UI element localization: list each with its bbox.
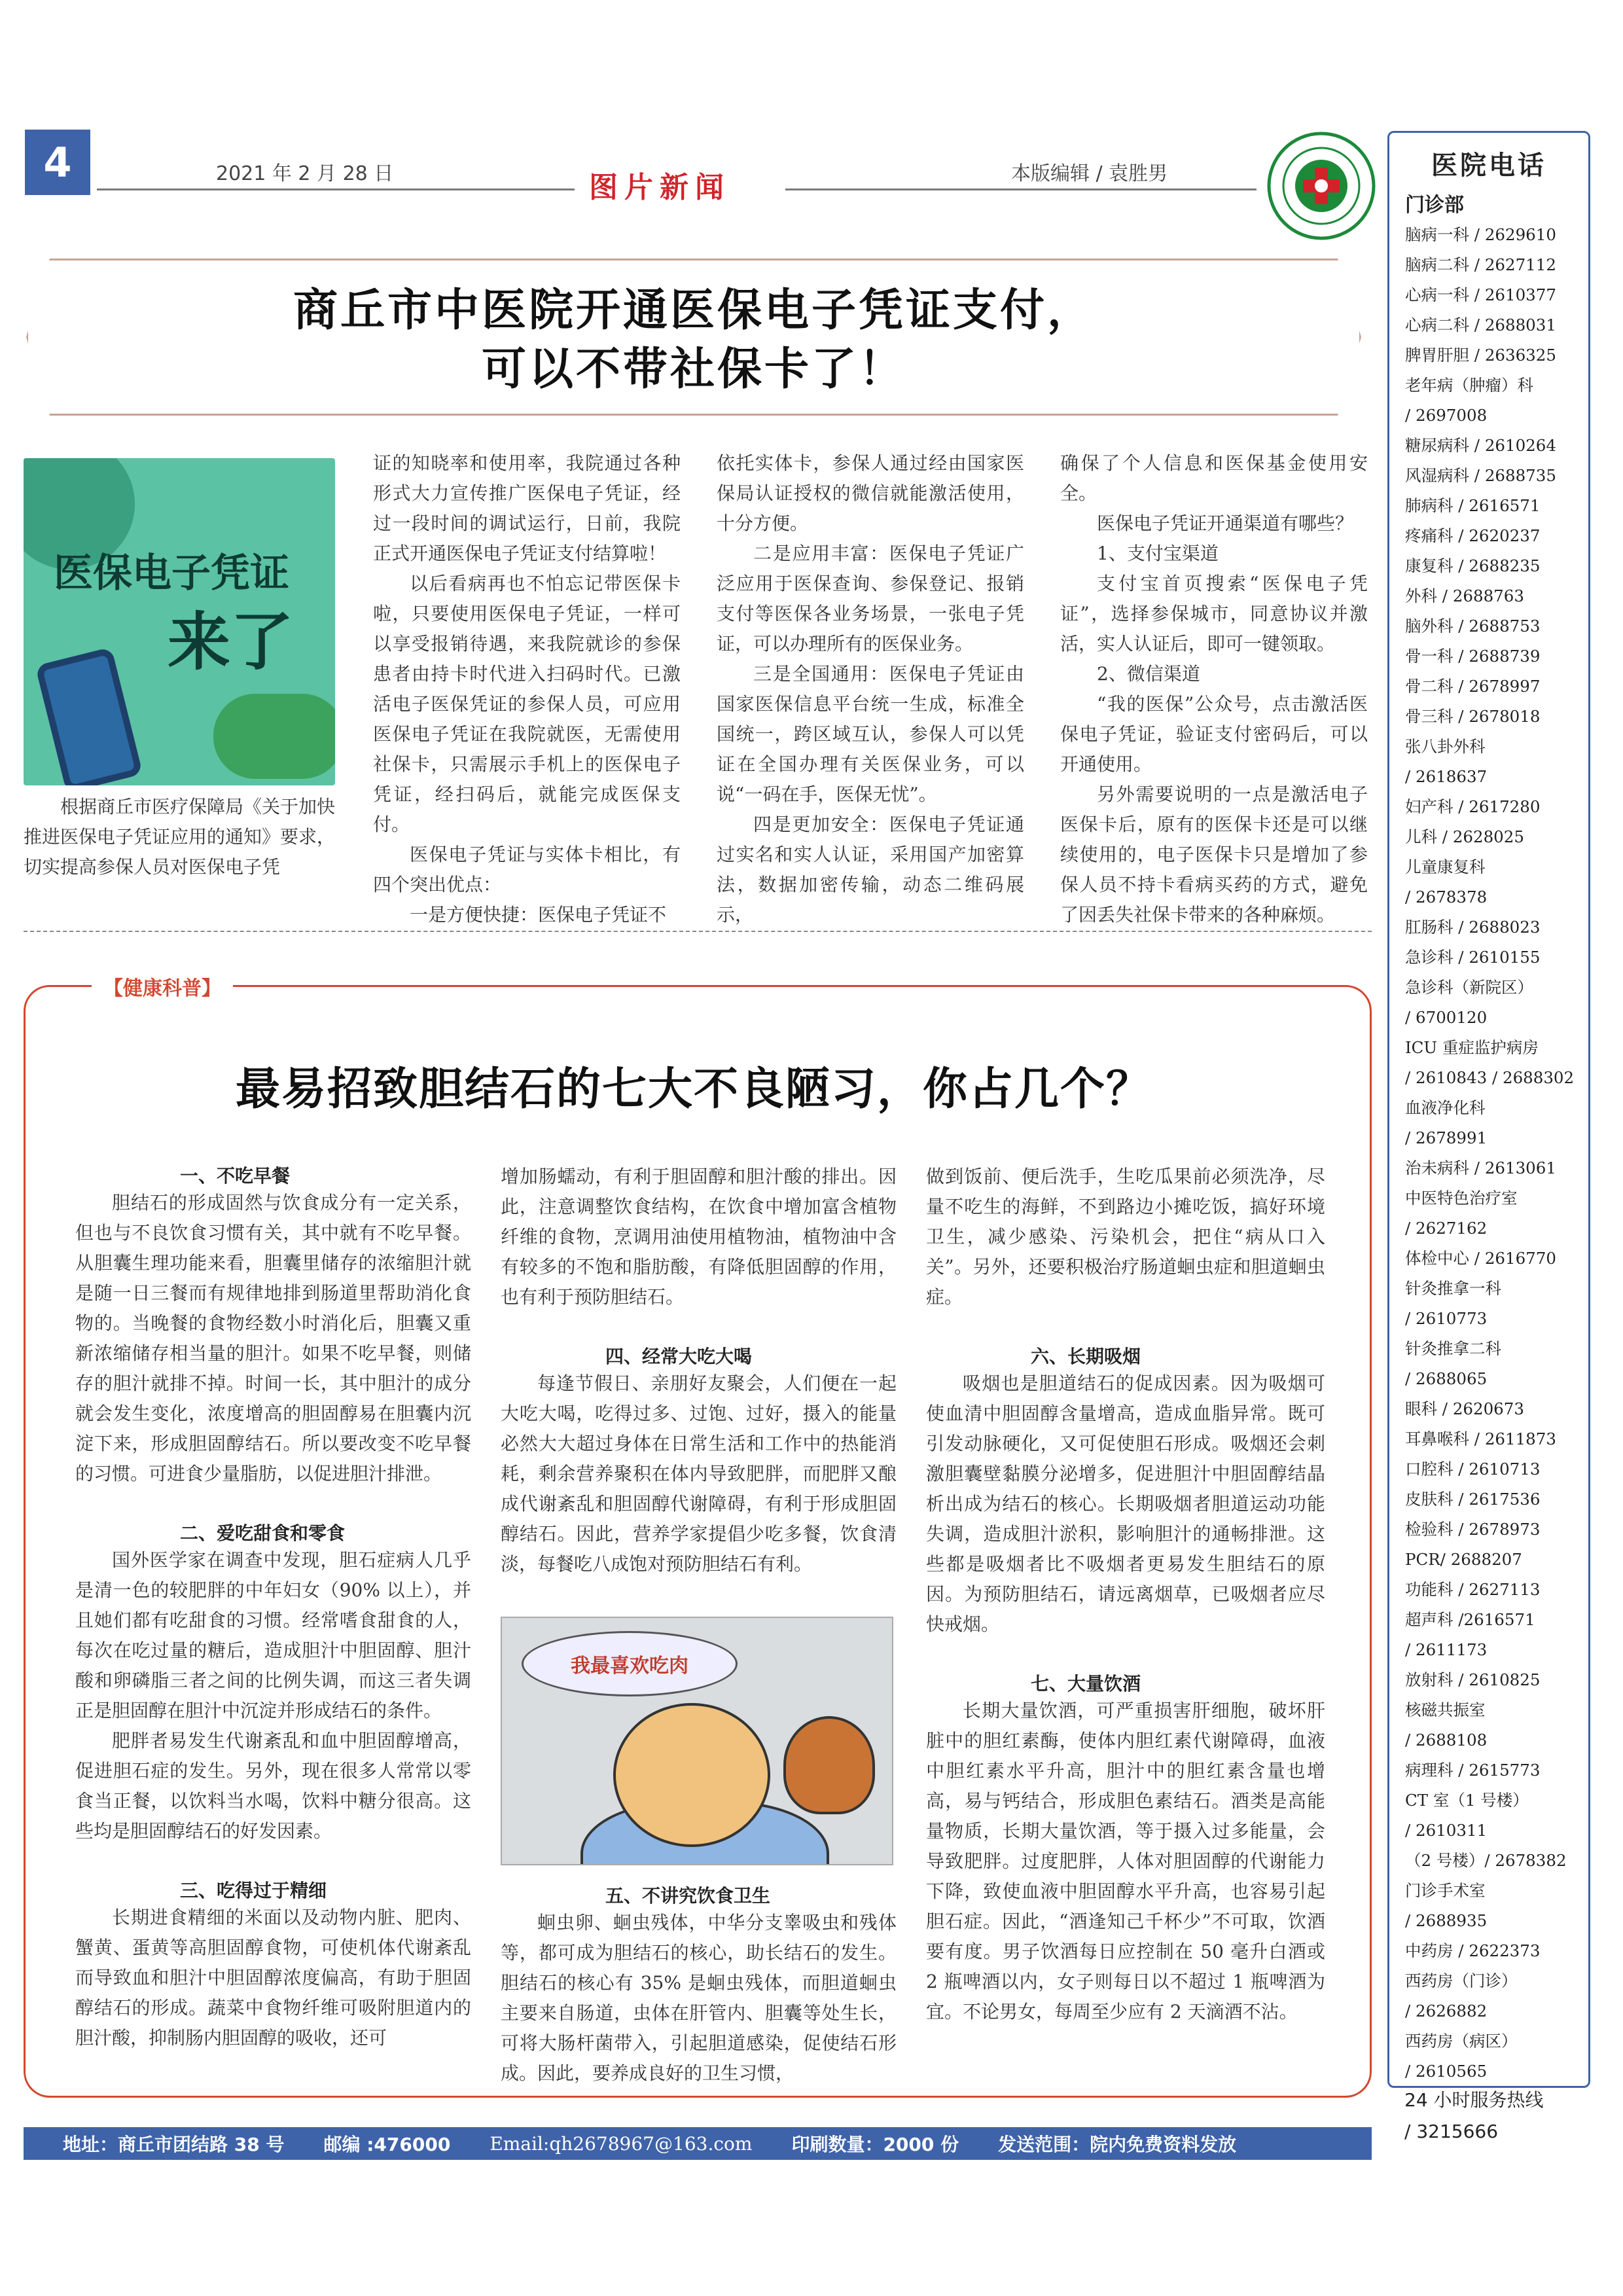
health-tag: 【健康科普】 (92, 972, 233, 1001)
article1-column-4 (1060, 448, 1368, 930)
paragraph: 做到饭前、便后洗手，生吃瓜果前必须洗净，尽量不吃生的海鲜，不到路边小摊吃饭，搞好环境卫生，减少感染、污染机会，把住“病从口入关”。另外，还要积极治疗肠道蛔虫症和胆道蛔虫症。 (926, 1166, 1325, 1308)
phone-entry: / 2627162 (1405, 1219, 1488, 1238)
paragraph: 支付宝首页搜索“医保电子凭证”，选择参保城市，同意协议并激活，实人认证后，即可一键领取。 (1060, 573, 1368, 655)
article1-column-3 (717, 448, 1024, 930)
footer-print-count: 印刷数量：2000 份 (791, 2134, 959, 2155)
section-heading: 三、吃得过于精细 (180, 1880, 327, 1901)
paragraph: 另外需要说明的一点是激活电子医保卡后，原有的医保卡还是可以继续使用的，电子医保卡只是增加了参保人员不持卡看病买药的方式，避免了因丢失社保卡带来的各种麻烦。 (1060, 783, 1368, 925)
header-rule-right (785, 188, 1257, 190)
page-number: 4 (25, 130, 90, 195)
phone-entry: CT 室（1 号楼） (1405, 1791, 1529, 1810)
phone-entry: / 2626882 (1405, 2001, 1488, 2020)
phone-entry: / 2610311 (1405, 1821, 1488, 1840)
phone-entry: / 2678378 (1405, 888, 1488, 906)
section-heading: 七、大量饮酒 (1031, 1673, 1141, 1695)
phone-entry: PCR/ 2688207 (1405, 1550, 1522, 1569)
phone-entry: 针灸推拿二科 (1405, 1339, 1501, 1358)
phone-entry: 核磁共振室 (1405, 1700, 1486, 1719)
phone-entry: 急诊科（新院区） (1405, 978, 1533, 997)
section-heading: 四、经常大吃大喝 (605, 1346, 753, 1367)
phone-entry: / 2618637 (1405, 767, 1488, 786)
phone-entry: 门诊手术室 (1405, 1881, 1486, 1900)
paragraph: 肥胖者易发生代谢紊乱和血中胆固醇增高，促进胆石症的发生。另外，现在很多人常常以零食当正餐，以饮料当水喝，饮料中糖分很高。这些均是胆固醇结石的好发因素。 (75, 1730, 471, 1842)
article2-column-2 (501, 1162, 897, 1579)
article2-column-1 (75, 1162, 471, 2053)
phone-entry: 脑病二科 / 2627112 (1405, 255, 1556, 274)
cartoon-illustration (501, 1617, 893, 1865)
paragraph: 四是更加安全：医保电子凭证通过实名和实人认证，采用国产加密算法，数据加密传输，动态二维码展示， (717, 814, 1024, 925)
health-title: 最易招致胆结石的七大不良陋习，你占几个？ (235, 1063, 1152, 1115)
phone-entry: 疼痛科 / 2620237 (1405, 526, 1541, 545)
section-title: 图片新闻 (589, 171, 730, 204)
phone-icon (35, 647, 143, 785)
phone-entry: 病理科 / 2615773 (1405, 1761, 1541, 1780)
article1-column-1 (24, 792, 335, 882)
section-heading: 六、长期吸烟 (1031, 1346, 1141, 1367)
phone-entry: 功能科 / 2627113 (1405, 1580, 1541, 1599)
phone-entry: / 2697008 (1405, 406, 1488, 425)
footer-bar (24, 2127, 1372, 2160)
phone-entry: 治未病科 / 2613061 (1405, 1158, 1556, 1177)
hotline-number: / 3215666 (1404, 2121, 1499, 2142)
paragraph: 以后看病再也不怕忘记带医保卡啦，只要使用医保电子凭证，一样可以享受报销待遇，来我院就诊的参保患者由持卡时代进入扫码时代。已激活电子医保凭证的参保人员，可应用医保电子凭证在我院就医，无需使用社保卡，只需展示手机上的医保电子凭证，经扫码后，就能完成医保支付。 (373, 573, 681, 835)
phone-entry: 血液净化科 (1405, 1098, 1486, 1117)
phone-entry: 肛肠科 / 2688023 (1405, 918, 1541, 937)
phone-entry: / 2688108 (1405, 1731, 1488, 1749)
paragraph: 长期大量饮酒，可严重损害肝细胞，破坏肝脏中的胆红素酶，使体内胆红素代谢障碍，血液中胆红素水平升高，胆汁中的胆红素含量也增高，易与钙结合，形成胆色素结石。酒类是高能量物质，长期大量饮酒，等于摄入过多能量，会导致肥胖。过度肥胖，人体对胆固醇的代谢能力下降，致使血液中胆固醇水平升高，也容易引起胆石症。因此，“酒逢知己千杯少”不可取，饮酒要有度。男子饮酒每日应控制在 50 毫升白酒或 2 瓶啤酒以内，女子则每日以不超过 1 瓶啤酒为宜。不论男女，每周至少应有 2 天滴酒不沾。 (926, 1700, 1325, 2022)
pill-icon (213, 694, 335, 779)
phone-entry: / 2678991 (1405, 1128, 1488, 1147)
phone-entry: 风湿病科 / 2688735 (1405, 466, 1556, 485)
hotline (1404, 2085, 1544, 2147)
paragraph: “我的医保”公众号，点击激活医保电子凭证，验证支付密码后，可以开通使用。 (1060, 693, 1368, 775)
headline-line-1: 商丘市中医院开通医保电子凭证支付， (293, 284, 1094, 336)
footer-postcode: 邮编 :476000 (323, 2134, 451, 2155)
paragraph: 医保电子凭证开通渠道有哪些？ (1097, 512, 1354, 534)
paragraph: 国外医学家在调查中发现，胆石症病人几乎是清一色的较肥胖的中年妇女（90% 以上），并且她们都有吃甜食的习惯。经常嗜食甜食的人，每次在吃过量的糖后，造成胆汁中胆固醇、胆汁酸和卵磷脂三者之间的比例失调，而这三者失调正是胆固醇在胆汁中沉淀并形成结石的条件。 (75, 1549, 471, 1721)
phone-entry: 儿科 / 2628025 (1405, 827, 1524, 846)
phone-entry: / 6700120 (1405, 1008, 1488, 1027)
phone-entry: 放射科 / 2610825 (1405, 1670, 1541, 1689)
phone-entry: 外科 / 2688763 (1405, 586, 1524, 605)
paragraph: 长期进食精细的米面以及动物内脏、肥肉、蟹黄、蛋黄等高胆固醇食物，可使机体代谢紊乱而导致血和胆汁中胆固醇浓度偏高，有助于胆固醇结石的形成。蔬菜中食物纤维可吸附胆道内的胆汁酸，抑制肠内胆固醇的吸收，还可 (75, 1907, 471, 2049)
paragraph: 依托实体卡，参保人通过经由国家医保局认证授权的微信就能激活使用，十分方便。 (717, 452, 1024, 534)
paragraph: 蛔虫卵、蛔虫残体，中华分支睾吸虫和残体等，都可成为胆结石的核心，助长结石的发生。胆结石的核心有 35% 是蛔虫残体，而胆道蛔虫主要来自肠道，虫体在肝管内、胆囊等处生长，可将大肠杆菌带入，引起胆道感染，促使结石形成。因此，要养成良好的卫生习惯， (501, 1912, 897, 2084)
article2-column-2-lower (501, 1882, 897, 2089)
phone-entry: 耳鼻喉科 / 2611873 (1405, 1429, 1556, 1448)
phone-entry: 糖尿病科 / 2610264 (1405, 436, 1556, 455)
section-heading: 五、不讲究饮食卫生 (605, 1885, 771, 1907)
issue-date: 2021 年 2 月 28 日 (216, 162, 394, 185)
sidebar-title: 医院电话 (1431, 151, 1546, 181)
article2-column-3 (926, 1162, 1325, 2027)
phone-entry: 心病二科 / 2688031 (1405, 315, 1556, 334)
phone-entry: （2 号楼）/ 2678382 (1405, 1851, 1567, 1870)
phone-entry: 体检中心 / 2616770 (1405, 1249, 1556, 1268)
phone-entry: 骨三科 / 2678018 (1405, 707, 1541, 726)
ehealth-card-illustration (24, 458, 335, 785)
paragraph: 三是全国通用：医保电子凭证由国家医保信息平台统一生成，标准全国统一，跨区域互认，参保人可以凭证在全国办理有关医保业务，可以说“一码在手，医保无忧”。 (717, 663, 1024, 805)
paragraph: 1、支付宝渠道 (1097, 543, 1219, 564)
phone-entry: 骨一科 / 2688739 (1405, 647, 1541, 666)
paragraph: 2、微信渠道 (1097, 663, 1200, 685)
phone-entry: 脑病一科 / 2629610 (1405, 225, 1556, 244)
phone-entry: 西药房（门诊） (1405, 1971, 1518, 1990)
phone-entry: 中药房 / 2622373 (1405, 1941, 1541, 1960)
phone-entry: 妇产科 / 2617280 (1405, 797, 1541, 816)
footer-address: 地址：商丘市团结路 38 号 (63, 2134, 285, 2155)
editor-credit: 本版编辑 / 袁胜男 (1011, 162, 1168, 185)
footer-distribution: 发送范围：院内免费资料发放 (998, 2134, 1237, 2155)
section-heading: 二、爱吃甜食和零食 (180, 1522, 346, 1544)
phone-entry: / 2610843 / 2688302 (1405, 1068, 1575, 1087)
phone-entry: 脾胃肝胆 / 2636325 (1405, 346, 1556, 365)
phone-entry: / 2688935 (1405, 1911, 1488, 1930)
phone-entry: 急诊科 / 2610155 (1405, 948, 1541, 967)
article1-column-2 (373, 448, 681, 930)
paragraph: 增加肠蠕动，有利于胆固醇和胆汁酸的排出。因此，注意调整饮食结构，在饮食中增加富含植物纤维的食物，烹调用油使用植物油，植物油中含有较多的不饱和脂肪酸，有降低胆固醇的作用，也有利于预防胆结石。 (501, 1166, 897, 1308)
hotline-label: 24 小时服务热线 (1404, 2089, 1544, 2111)
section-divider (24, 931, 1372, 932)
paragraph: 吸烟也是胆道结石的促成因素。因为吸烟可使血清中胆固醇含量增高，造成血脂异常。既可引发动脉硬化，又可促使胆石形成。吸烟还会刺激胆囊壁黏膜分泌增多，促进胆汁中胆固醇结晶析出成为结石的核心。长期吸烟者胆道运动功能失调，造成胆汁淤积，影响胆汁的通畅排泄。这些都是吸烟者比不吸烟者更易发生胆结石的原因。为预防胆结石，请远离烟草，已吸烟者应尽快戒烟。 (926, 1372, 1325, 1635)
header-rule-left (97, 188, 575, 190)
phone-entry: 检验科 / 2678973 (1405, 1520, 1541, 1539)
phone-entry: 超声科 /2616571 (1405, 1610, 1535, 1629)
phone-entry: 儿童康复科 (1405, 857, 1486, 876)
paragraph: 确保了个人信息和医保基金使用安全。 (1060, 452, 1368, 504)
phone-entry: 脑外科 / 2688753 (1405, 617, 1541, 636)
phone-entry: 西药房（病区） (1405, 2032, 1518, 2051)
illustration-title: 医保电子凭证 (54, 550, 289, 596)
phone-entry: / 2611173 (1405, 1640, 1488, 1659)
phone-entry: 皮肤科 / 2617536 (1405, 1490, 1541, 1509)
cartoon-face (613, 1703, 770, 1847)
drumstick-icon (783, 1716, 875, 1814)
paragraph: 证的知晓率和使用率，我院通过各种形式大力宣传推广医保电子凭证，经过一段时间的调试运行，日前，我院正式开通医保电子凭证支付结算啦！ (373, 452, 681, 564)
phone-entry: 眼科 / 2620673 (1405, 1399, 1524, 1418)
phone-entry: / 2610565 (1405, 2062, 1488, 2081)
phone-entry: / 2688065 (1405, 1369, 1488, 1388)
phone-entry: ICU 重症监护病房 (1405, 1038, 1539, 1057)
paragraph: 胆结石的形成固然与饮食成分有一定关系，但也与不良饮食习惯有关，其中就有不吃早餐。从胆囊生理功能来看，胆囊里储存的浓缩胆汁就是随一日三餐而有规律地排到肠道里帮助消化食物的。当晚餐的食物经数小时消化后，胆囊又重新浓缩储存相当量的胆汁。如果不吃早餐，则储存的胆汁就排不掉。时间一长，其中胆汁的成分就会发生变化，浓度增高的胆固醇易在胆囊内沉淀下来，形成胆固醇结石。所以要改变不吃早餐的习惯。可进食少量脂肪，以促进胆汁排泄。 (75, 1192, 471, 1484)
paragraph: 根据商丘市医疗保障局《关于加快推进医保电子凭证应用的通知》要求，切实提高参保人员对医保电子凭 (24, 796, 336, 878)
phone-entry: 张八卦外科 (1405, 737, 1486, 756)
phone-entry: 中医特色治疗室 (1405, 1189, 1518, 1208)
phone-entry: 老年病（肿瘤）科 (1405, 376, 1533, 395)
phone-list (1405, 220, 1588, 2087)
hospital-logo (1266, 131, 1376, 241)
paragraph: 二是应用丰富：医保电子凭证广泛应用于医保查询、参保登记、报销支付等医保各业务场景，一张电子凭证，可以办理所有的医保业务。 (717, 543, 1024, 655)
phone-entry: 康复科 / 2688235 (1405, 556, 1541, 575)
phone-entry: 骨二科 / 2678997 (1405, 677, 1541, 696)
phone-entry: / 2610773 (1405, 1309, 1488, 1328)
footer-email: Email:qh2678967@163.com (490, 2132, 753, 2155)
hospital-phone-sidebar (1387, 131, 1590, 2088)
paragraph: 医保电子凭证与实体卡相比，有四个突出优点： (373, 844, 681, 895)
section-heading: 一、不吃早餐 (180, 1165, 291, 1187)
paragraph: 每逢节假日、亲朋好友聚会，人们便在一起大吃大喝，吃得过多、过饱、过好，摄入的能量必然大大超过身体在日常生活和工作中的热能消耗，剩余营养聚积在体内导致肥胖，而肥胖又酿成代谢紊乱和胆固醇代谢障碍，有利于形成胆固醇结石。因此，营养学家提倡少吃多餐，饮食清淡，每餐吃八成饱对预防胆结石有利。 (501, 1372, 897, 1575)
sidebar-subtitle: 门诊部 (1405, 194, 1464, 217)
phone-entry: 口腔科 / 2610713 (1405, 1460, 1541, 1479)
paragraph: 一是方便快捷：医保电子凭证不 (410, 904, 667, 925)
phone-entry: 针灸推拿一科 (1405, 1279, 1501, 1298)
illustration-subtitle: 来了 (168, 605, 293, 679)
phone-entry: 肺病科 / 2616571 (1405, 496, 1541, 515)
headline-line-2: 可以不带社保卡了！ (481, 343, 906, 395)
speech-bubble: 我最喜欢吃肉 (522, 1631, 738, 1696)
phone-entry: 心病一科 / 2610377 (1405, 285, 1556, 304)
